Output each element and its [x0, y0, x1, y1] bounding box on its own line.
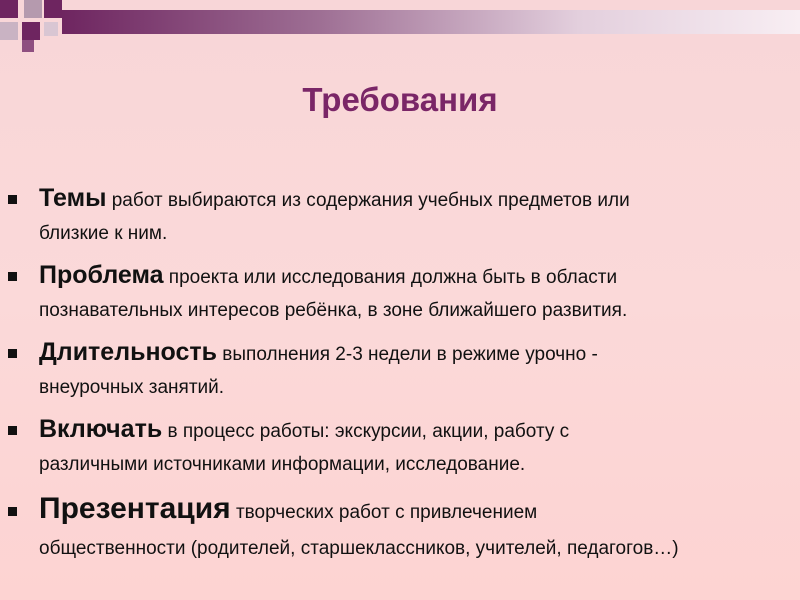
bullet-first-line: [39, 335, 793, 372]
square-bullet-icon: [8, 426, 17, 435]
corner-square: [0, 0, 18, 18]
bullet-keyword: Включать: [39, 415, 163, 443]
bullet-keyword: Темы: [39, 184, 107, 212]
square-bullet-icon: [8, 272, 17, 281]
corner-square: [44, 22, 58, 36]
bullet-keyword: Проблема: [39, 261, 164, 289]
list-item: [8, 258, 793, 327]
bullet-continuation: общественности (родителей, старшеклассников, учителей, педагогов…): [39, 538, 679, 559]
list-item: [8, 489, 793, 565]
square-bullet-icon: [8, 195, 17, 204]
bullet-first-line: [39, 489, 793, 533]
bullet-continuation: различными источниками информации, исследование.: [39, 454, 526, 475]
list-item: [8, 335, 793, 404]
bullet-keyword: Длительность: [39, 338, 218, 366]
corner-decoration: [0, 0, 64, 52]
bullet-text: творческих работ с привлечением: [230, 502, 538, 523]
bullet-keyword: Презентация: [39, 492, 231, 525]
bullet-text: в процесс работы: экскурсии, акции, работу с: [162, 421, 570, 442]
bullet-continuation: внеурочных занятий.: [39, 377, 225, 398]
bullet-first-line: [39, 258, 793, 295]
bullet-text: работ выбираются из содержания учебных предметов или: [106, 190, 630, 211]
corner-square: [24, 0, 42, 18]
bullet-first-line: [39, 412, 793, 449]
bullet-text: проекта или исследования должна быть в области: [163, 267, 618, 288]
header-gradient-band: [62, 10, 800, 34]
square-bullet-icon: [8, 349, 17, 358]
list-item: [8, 412, 793, 481]
corner-square: [22, 40, 34, 52]
slide-title: Требования: [302, 81, 498, 118]
bullet-continuation: близкие к ним.: [39, 223, 168, 244]
list-item: [8, 181, 793, 250]
square-bullet-icon: [8, 507, 17, 516]
corner-square: [22, 22, 40, 40]
corner-square: [0, 22, 18, 40]
bullet-first-line: [39, 181, 793, 218]
corner-square: [44, 0, 62, 18]
bullet-continuation: познавательных интересов ребёнка, в зоне ближайшего развития.: [39, 300, 628, 321]
bullet-text: выполнения 2-3 недели в режиме урочно -: [217, 344, 598, 365]
requirements-list: [8, 181, 793, 573]
